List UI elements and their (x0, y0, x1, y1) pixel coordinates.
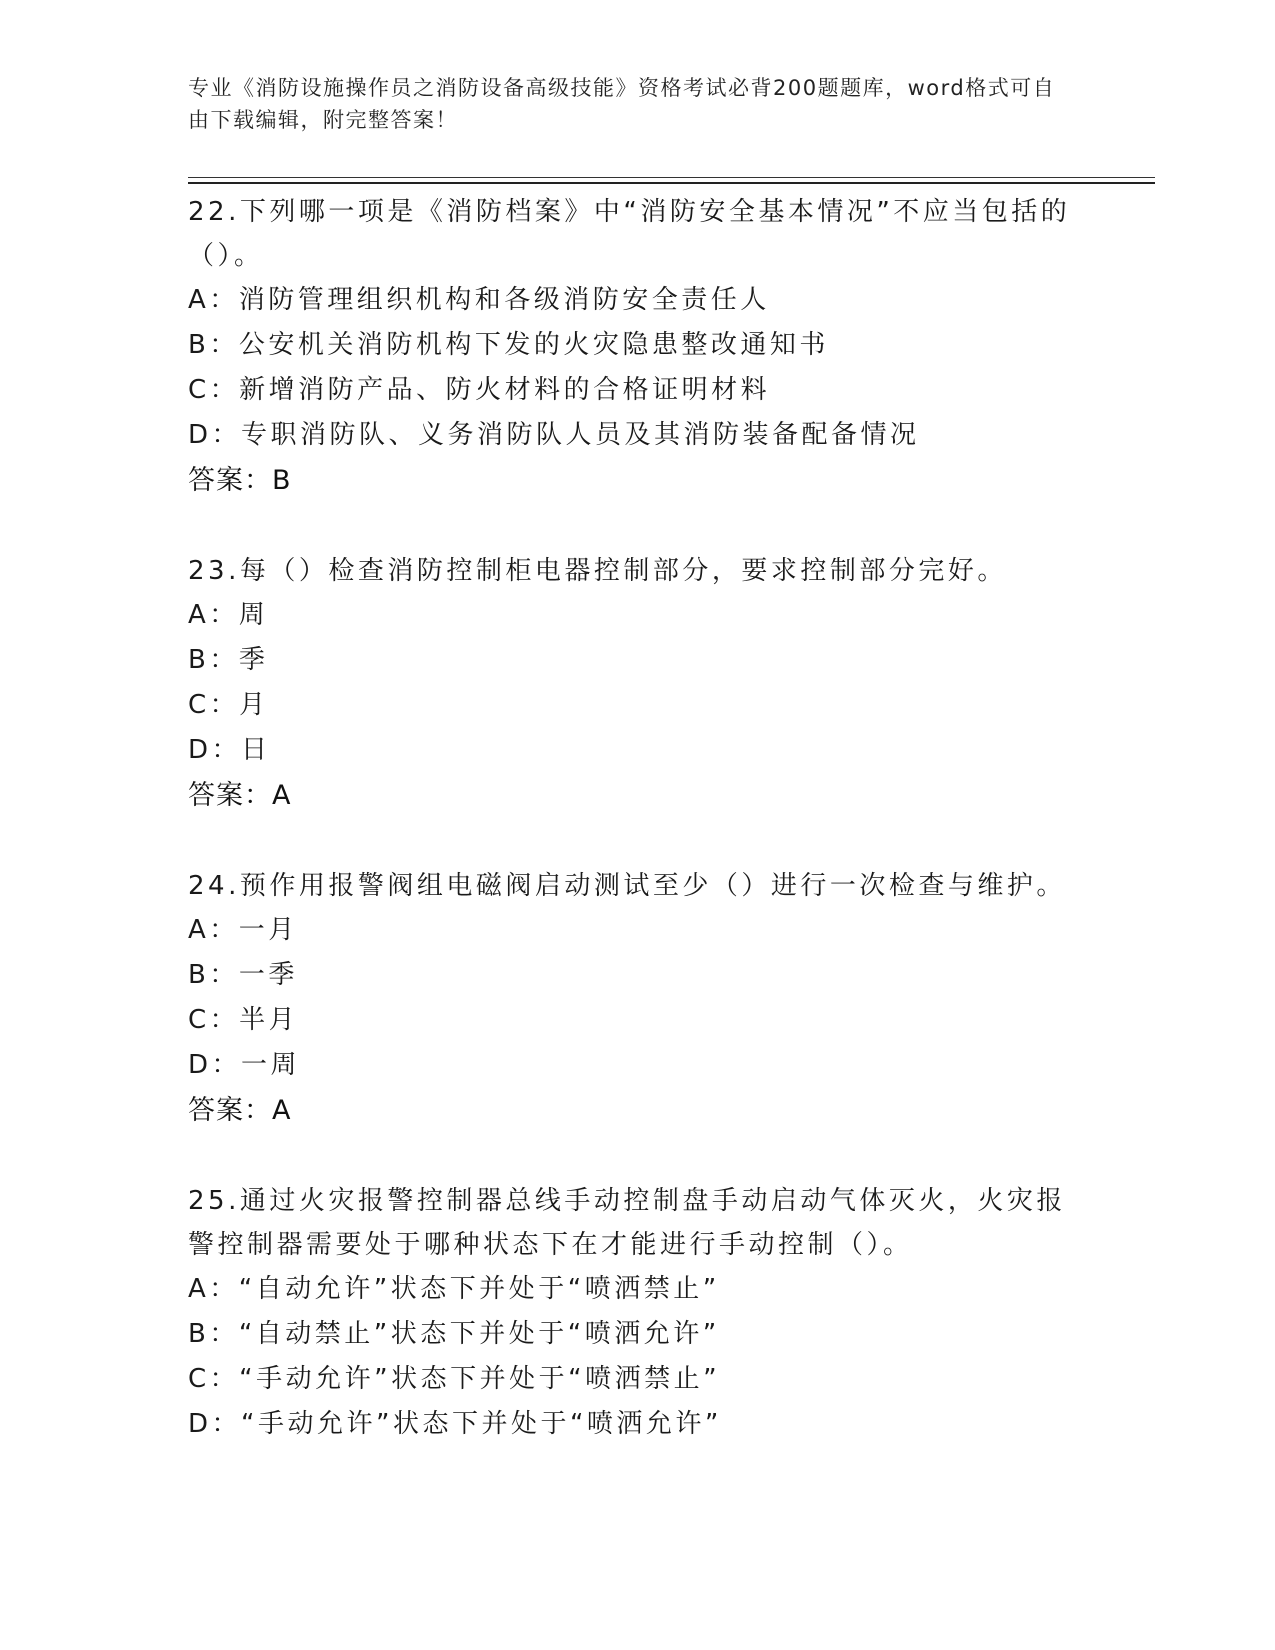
option-b: B：“自动禁止”状态下并处于“喷洒允许” (188, 1319, 720, 1349)
option-b: B：一季 (188, 960, 298, 990)
document-header: 专业《消防设施操作员之消防设备高级技能》资格考试必背200题题库，word格式可自由下载编辑，附完整答案！ (188, 76, 1056, 132)
question-25 (188, 1179, 1088, 1447)
question-stem: 22.下列哪一项是《消防档案》中“消防安全基本情况”不应当包括的（）。 (188, 197, 1071, 271)
option-c: C：新增消防产品、防火材料的合格证明材料 (188, 375, 771, 405)
option-c: C：月 (188, 690, 269, 720)
option-b: B：公安机关消防机构下发的火灾隐患整改通知书 (188, 330, 829, 360)
header-rule-thin (188, 177, 1155, 178)
option-a: A：“自动允许”状态下并处于“喷洒禁止” (188, 1274, 720, 1304)
option-b: B：季 (188, 645, 269, 675)
option-a: A：一月 (188, 915, 298, 945)
option-d: D：专职消防队、义务消防队人员及其消防装备配备情况 (188, 420, 920, 450)
option-c: C：“手动允许”状态下并处于“喷洒禁止” (188, 1364, 721, 1394)
option-d: D：“手动允许”状态下并处于“喷洒允许” (188, 1409, 722, 1439)
question-stem: 23.每（）检查消防控制柜电器控制部分，要求控制部分完好。 (188, 556, 1007, 586)
option-d: D：日 (188, 735, 271, 765)
question-23 (188, 549, 1088, 819)
question-stem: 24.预作用报警阀组电磁阀启动测试至少（）进行一次检查与维护。 (188, 871, 1066, 901)
header-rule-thick (188, 182, 1155, 184)
question-stem: 25.通过火灾报警控制器总线手动控制盘手动启动气体灭火，火灾报警控制器需要处于哪种状态下在才能进行手动控制（）。 (188, 1186, 1066, 1260)
option-c: C：半月 (188, 1005, 299, 1035)
question-list (188, 190, 1088, 1492)
option-d: D：一周 (188, 1050, 301, 1080)
option-a: A：消防管理组织机构和各级消防安全责任人 (188, 285, 770, 315)
question-24 (188, 864, 1088, 1134)
question-22 (188, 190, 1088, 504)
option-a: A：周 (188, 600, 269, 630)
answer-line: 答案：A (188, 1095, 292, 1126)
answer-line: 答案：B (188, 465, 292, 496)
answer-line: 答案：A (188, 780, 292, 811)
